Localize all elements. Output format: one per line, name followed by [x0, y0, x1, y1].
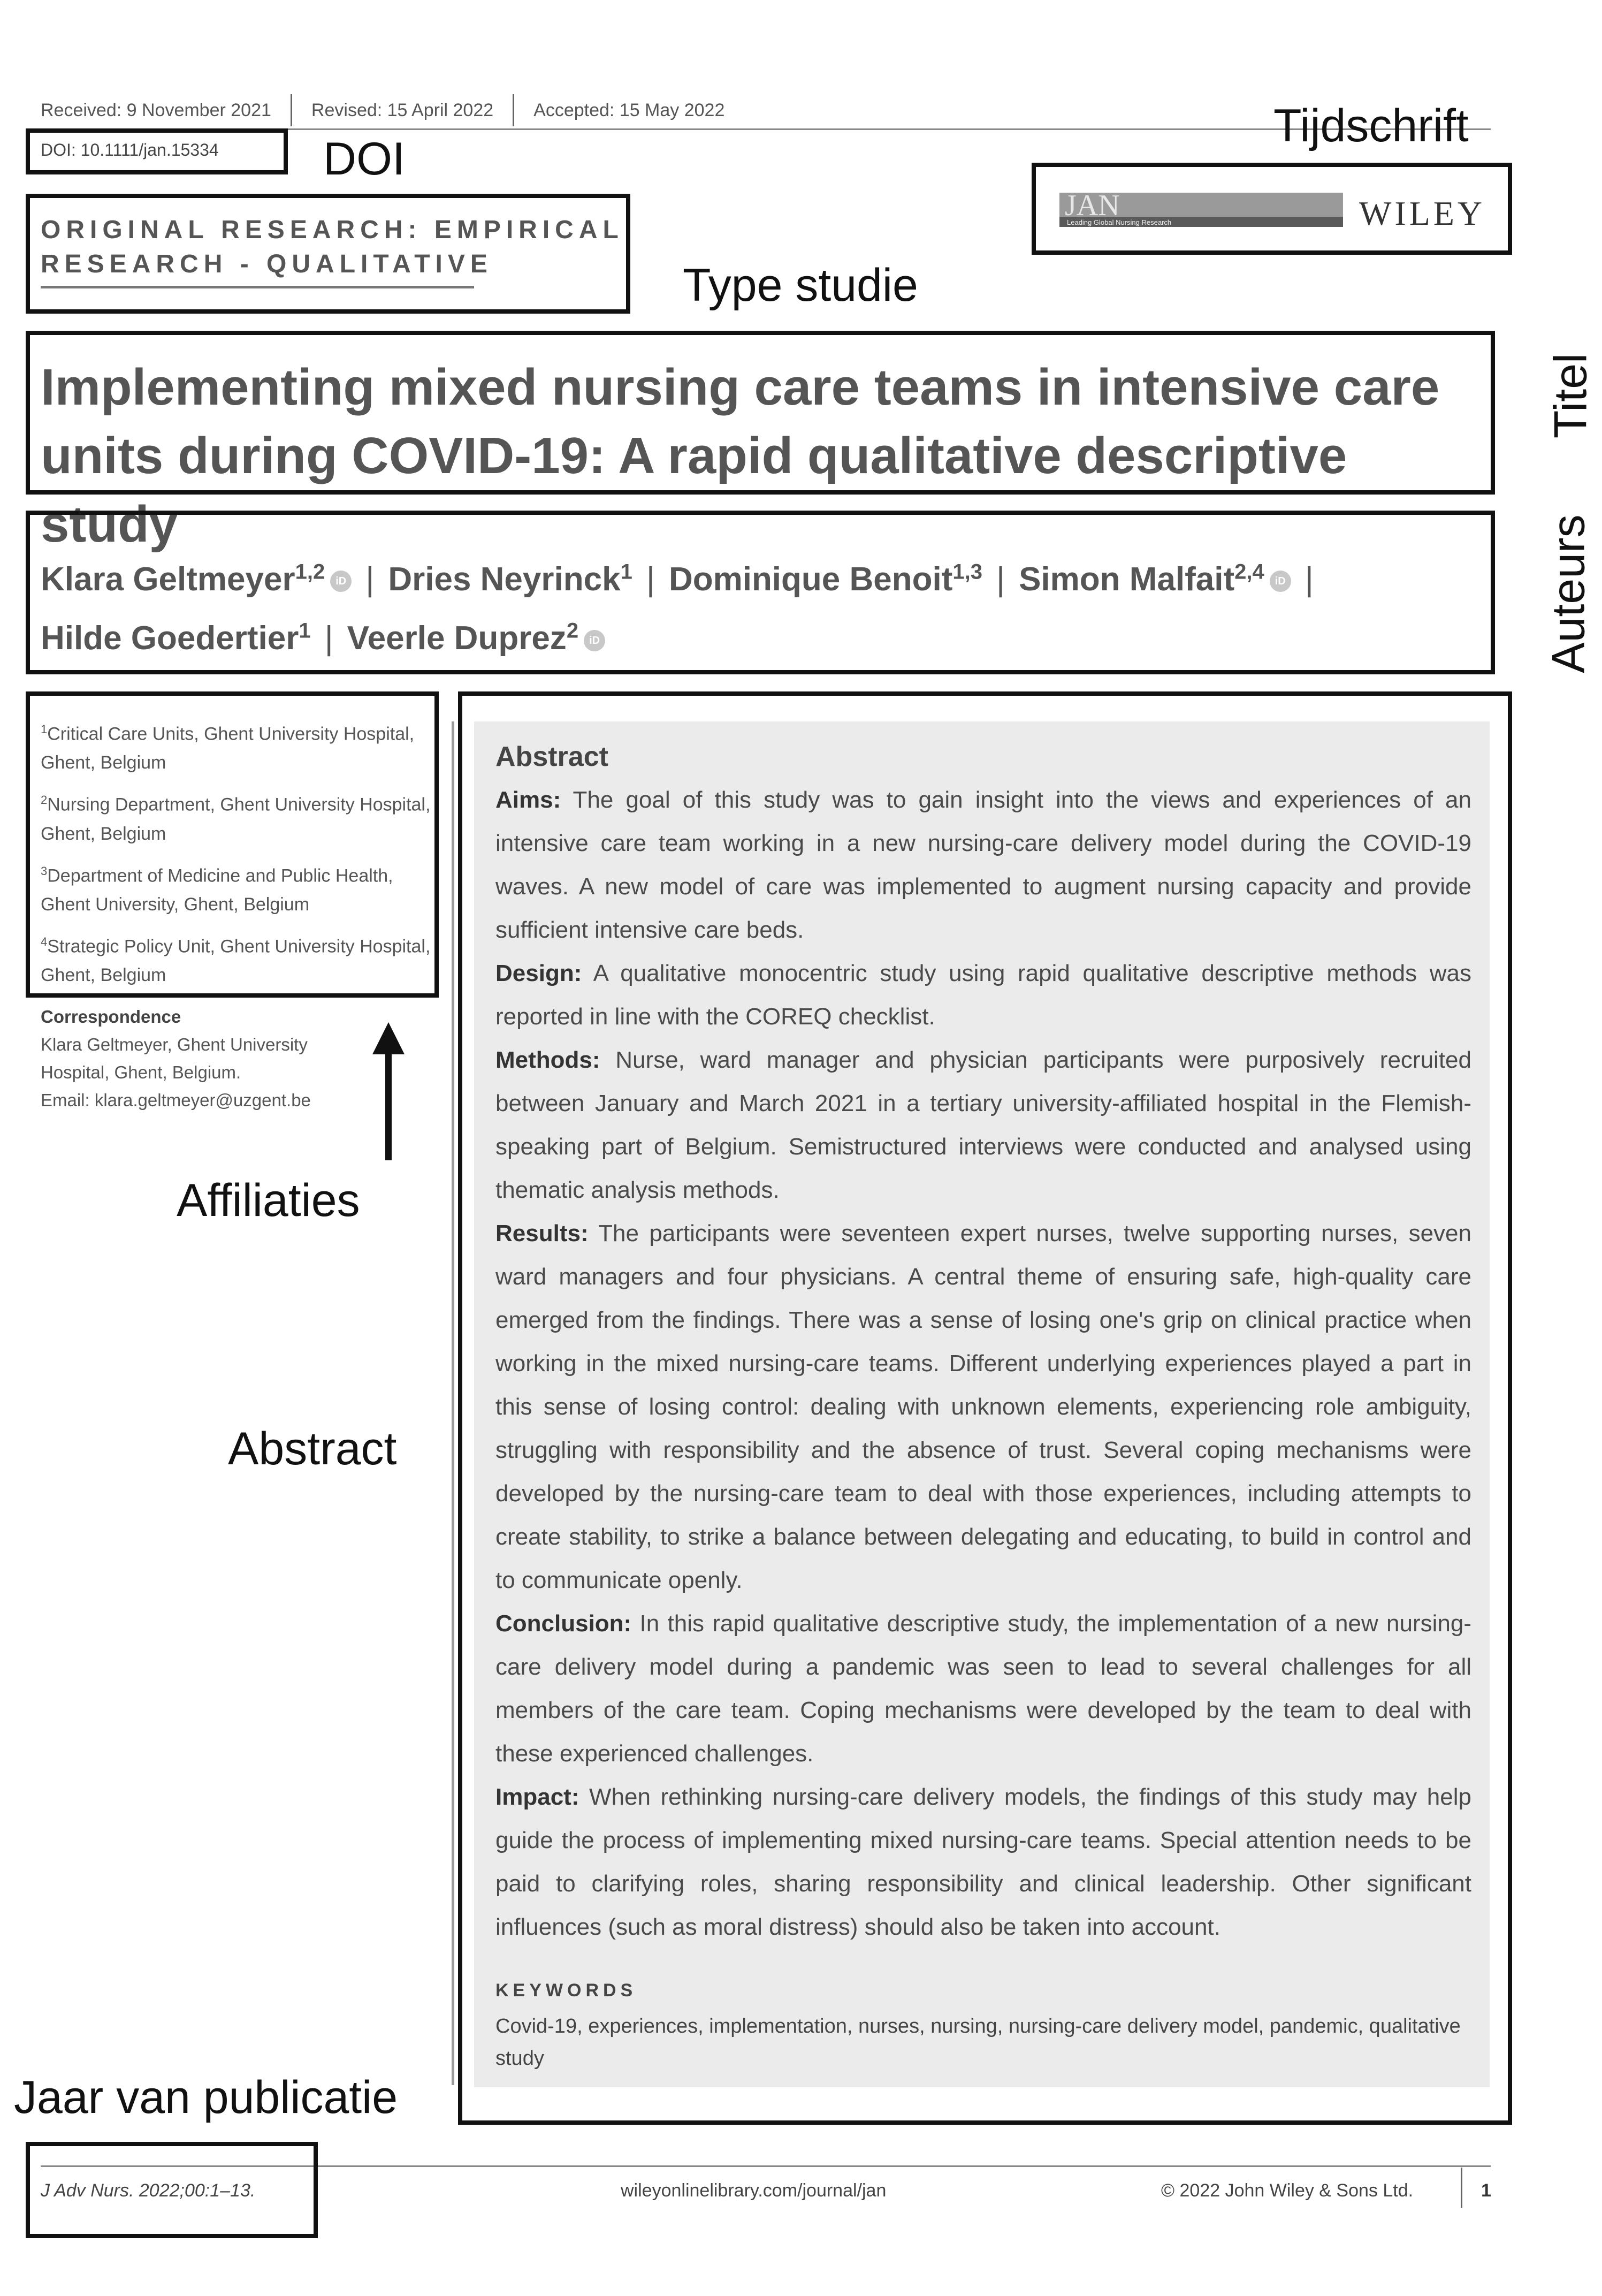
- label-titel: Titel: [1545, 353, 1597, 439]
- author-separator: |: [646, 560, 655, 598]
- year-annotation-box: [26, 2142, 318, 2238]
- author[interactable]: Dries Neyrinck$^1$: [388, 560, 632, 598]
- label-auteurs: Auteurs: [1543, 514, 1595, 673]
- label-doi: DOI: [323, 133, 405, 185]
- doi-text[interactable]: DOI: 10.1111/jan.15334: [41, 140, 219, 159]
- orcid-icon[interactable]: iD: [330, 571, 352, 592]
- abstract-section: Conclusion: In this rapid qualitative descriptive study, the implementation of a new nursing-care delivery model during a pandemic was seen to lead to several challenges for all members of the care team. Coping mechanisms were developed by the team to deal with these experienced challenges.: [495, 1610, 1471, 1767]
- author[interactable]: Simon Malfait$^{2,4}$ iD: [1019, 561, 1291, 598]
- abstract-section: Aims: The goal of this study was to gain insight into the views and experiences of an intensive care team working in a new nursing-care delivery model during the COVID-19 waves. A new model of care was implemented to augment nursing capacity and provide sufficient intensive care beds.: [495, 787, 1471, 943]
- correspondence-line: Hospital, Ghent, Belgium.: [41, 1062, 241, 1082]
- label-type-studie: Type studie: [683, 260, 918, 311]
- title-annotation-box: [26, 331, 1495, 495]
- journal-url[interactable]: wileyonlinelibrary.com/journal/jan: [621, 2180, 887, 2201]
- correspondence-heading: Correspondence: [41, 1007, 181, 1027]
- label-abstract: Abstract: [228, 1423, 397, 1474]
- footer-separator: [1461, 2168, 1462, 2208]
- correspondence: [41, 1003, 431, 1114]
- copyright: © 2022 John Wiley & Sons Ltd.: [1161, 2180, 1414, 2201]
- orcid-icon[interactable]: iD: [1270, 571, 1291, 592]
- affiliations-annotation-box: [26, 691, 439, 998]
- abstract-section: Methods: Nurse, ward manager and physician participants were purposively recruited between January and March 2021 in a tertiary university-affiliated hospital in the Flemish-speaking part of Belgium. Semistructured interviews were conducted and analysed using thematic analysis methods.: [495, 1047, 1471, 1203]
- affiliation-item: $^2$Nursing Department, Ghent University Hospital, Ghent, Belgium: [41, 793, 431, 844]
- date-separator: [291, 94, 292, 126]
- author[interactable]: Hilde Goedertier$^1$: [41, 619, 311, 657]
- label-jaar: Jaar van publicatie: [14, 2072, 398, 2123]
- abstract-section: Impact: When rethinking nursing-care delivery models, the findings of this study may help guide the process of implementing mixed nursing-care teams. Special attention needs to be paid to clarifying roles, sharing responsibility and clinical leadership. Other significant influences (such as moral distress) should also be taken into account.: [495, 1784, 1471, 1940]
- author[interactable]: Veerle Duprez$^2$ iD: [347, 620, 605, 657]
- column-divider: [452, 721, 454, 2085]
- revised-date: Revised: 15 April 2022: [311, 100, 494, 120]
- correspondence-email[interactable]: Email: klara.geltmeyer@uzgent.be: [41, 1090, 311, 1110]
- date-separator: [513, 94, 514, 126]
- received-date: Received: 9 November 2021: [41, 100, 271, 120]
- article-title: Implementing mixed nursing care teams in intensive care units during COVID-19: A rapid qualitative descriptive study: [41, 359, 1440, 553]
- publication-dates: [41, 94, 724, 126]
- article-type-line: RESEARCH - QUALITATIVE: [41, 250, 493, 278]
- affiliation-item: $^4$Strategic Policy Unit, Ghent University Hospital, Ghent, Belgium: [41, 934, 431, 986]
- author-separator: |: [996, 560, 1005, 598]
- author-separator: |: [365, 560, 375, 598]
- author[interactable]: Dominique Benoit$^{1,3}$: [668, 560, 982, 598]
- author-separator: |: [1305, 560, 1314, 598]
- label-affiliaties: Affiliaties: [177, 1175, 360, 1226]
- abstract-annotation-box: [458, 691, 1512, 2125]
- keywords-heading: KEYWORDS: [495, 1980, 637, 2001]
- author-separator: |: [324, 620, 333, 657]
- authors-annotation-box: [26, 511, 1495, 674]
- wiley-logo: WILEY: [1359, 194, 1486, 232]
- jan-logo-tagline: Leading Global Nursing Research: [1067, 218, 1172, 226]
- abstract-section: Results: The participants were seventeen expert nurses, twelve supporting nurses, seven ward managers and four physicians. A central theme of ensuring safe, high-quality care emerged from the findings. There was a sense of losing one's grip on clinical practice when working in the mixed nursing-care teams. Different underlying experiences played a part in this sense of losing control: dealing with unknown elements, experiencing role ambiguity, struggling with responsibility and the absence of trust. Several coping mechanisms were developed by the nursing-care team to deal with those experiences, including attempts to create stability, to strike a balance between delegating and educating, to build in control and to communicate openly.: [495, 1220, 1471, 1593]
- affiliation-item: $^3$Department of Medicine and Public Health, Ghent University, Ghent, Belgium: [41, 864, 393, 915]
- doi-annotation-box: [26, 128, 288, 174]
- orcid-icon[interactable]: iD: [584, 630, 605, 651]
- author[interactable]: Klara Geltmeyer$^{1,2}$ iD: [41, 561, 352, 598]
- arrow-shaft: [385, 1049, 392, 1160]
- article-type-line: ORIGINAL RESEARCH: EMPIRICAL: [41, 216, 624, 244]
- abstract-section: Design: A qualitative monocentric study using rapid qualitative descriptive methods was reported in line with the COREQ checklist.: [495, 960, 1471, 1030]
- page-number: 1: [1481, 2180, 1491, 2201]
- correspondence-line: Klara Geltmeyer, Ghent University: [41, 1035, 308, 1054]
- label-tijdschrift: Tijdschrift: [1273, 100, 1469, 151]
- abstract-heading: Abstract: [495, 741, 608, 772]
- accepted-date: Accepted: 15 May 2022: [533, 100, 725, 120]
- affiliation-item: $^1$Critical Care Units, Ghent University Hospital, Ghent, Belgium: [41, 723, 415, 773]
- journal-annotation-box: [1032, 163, 1512, 255]
- jan-logo-text: JAN: [1065, 189, 1120, 222]
- citation: J Adv Nurs. 2022;00:1–13.: [41, 2180, 256, 2201]
- type-annotation-box: [26, 194, 630, 314]
- keywords-text: Covid-19, experiences, implementation, nurses, nursing, nursing-care delivery model, pandemic, qualitative study: [495, 2015, 1461, 2070]
